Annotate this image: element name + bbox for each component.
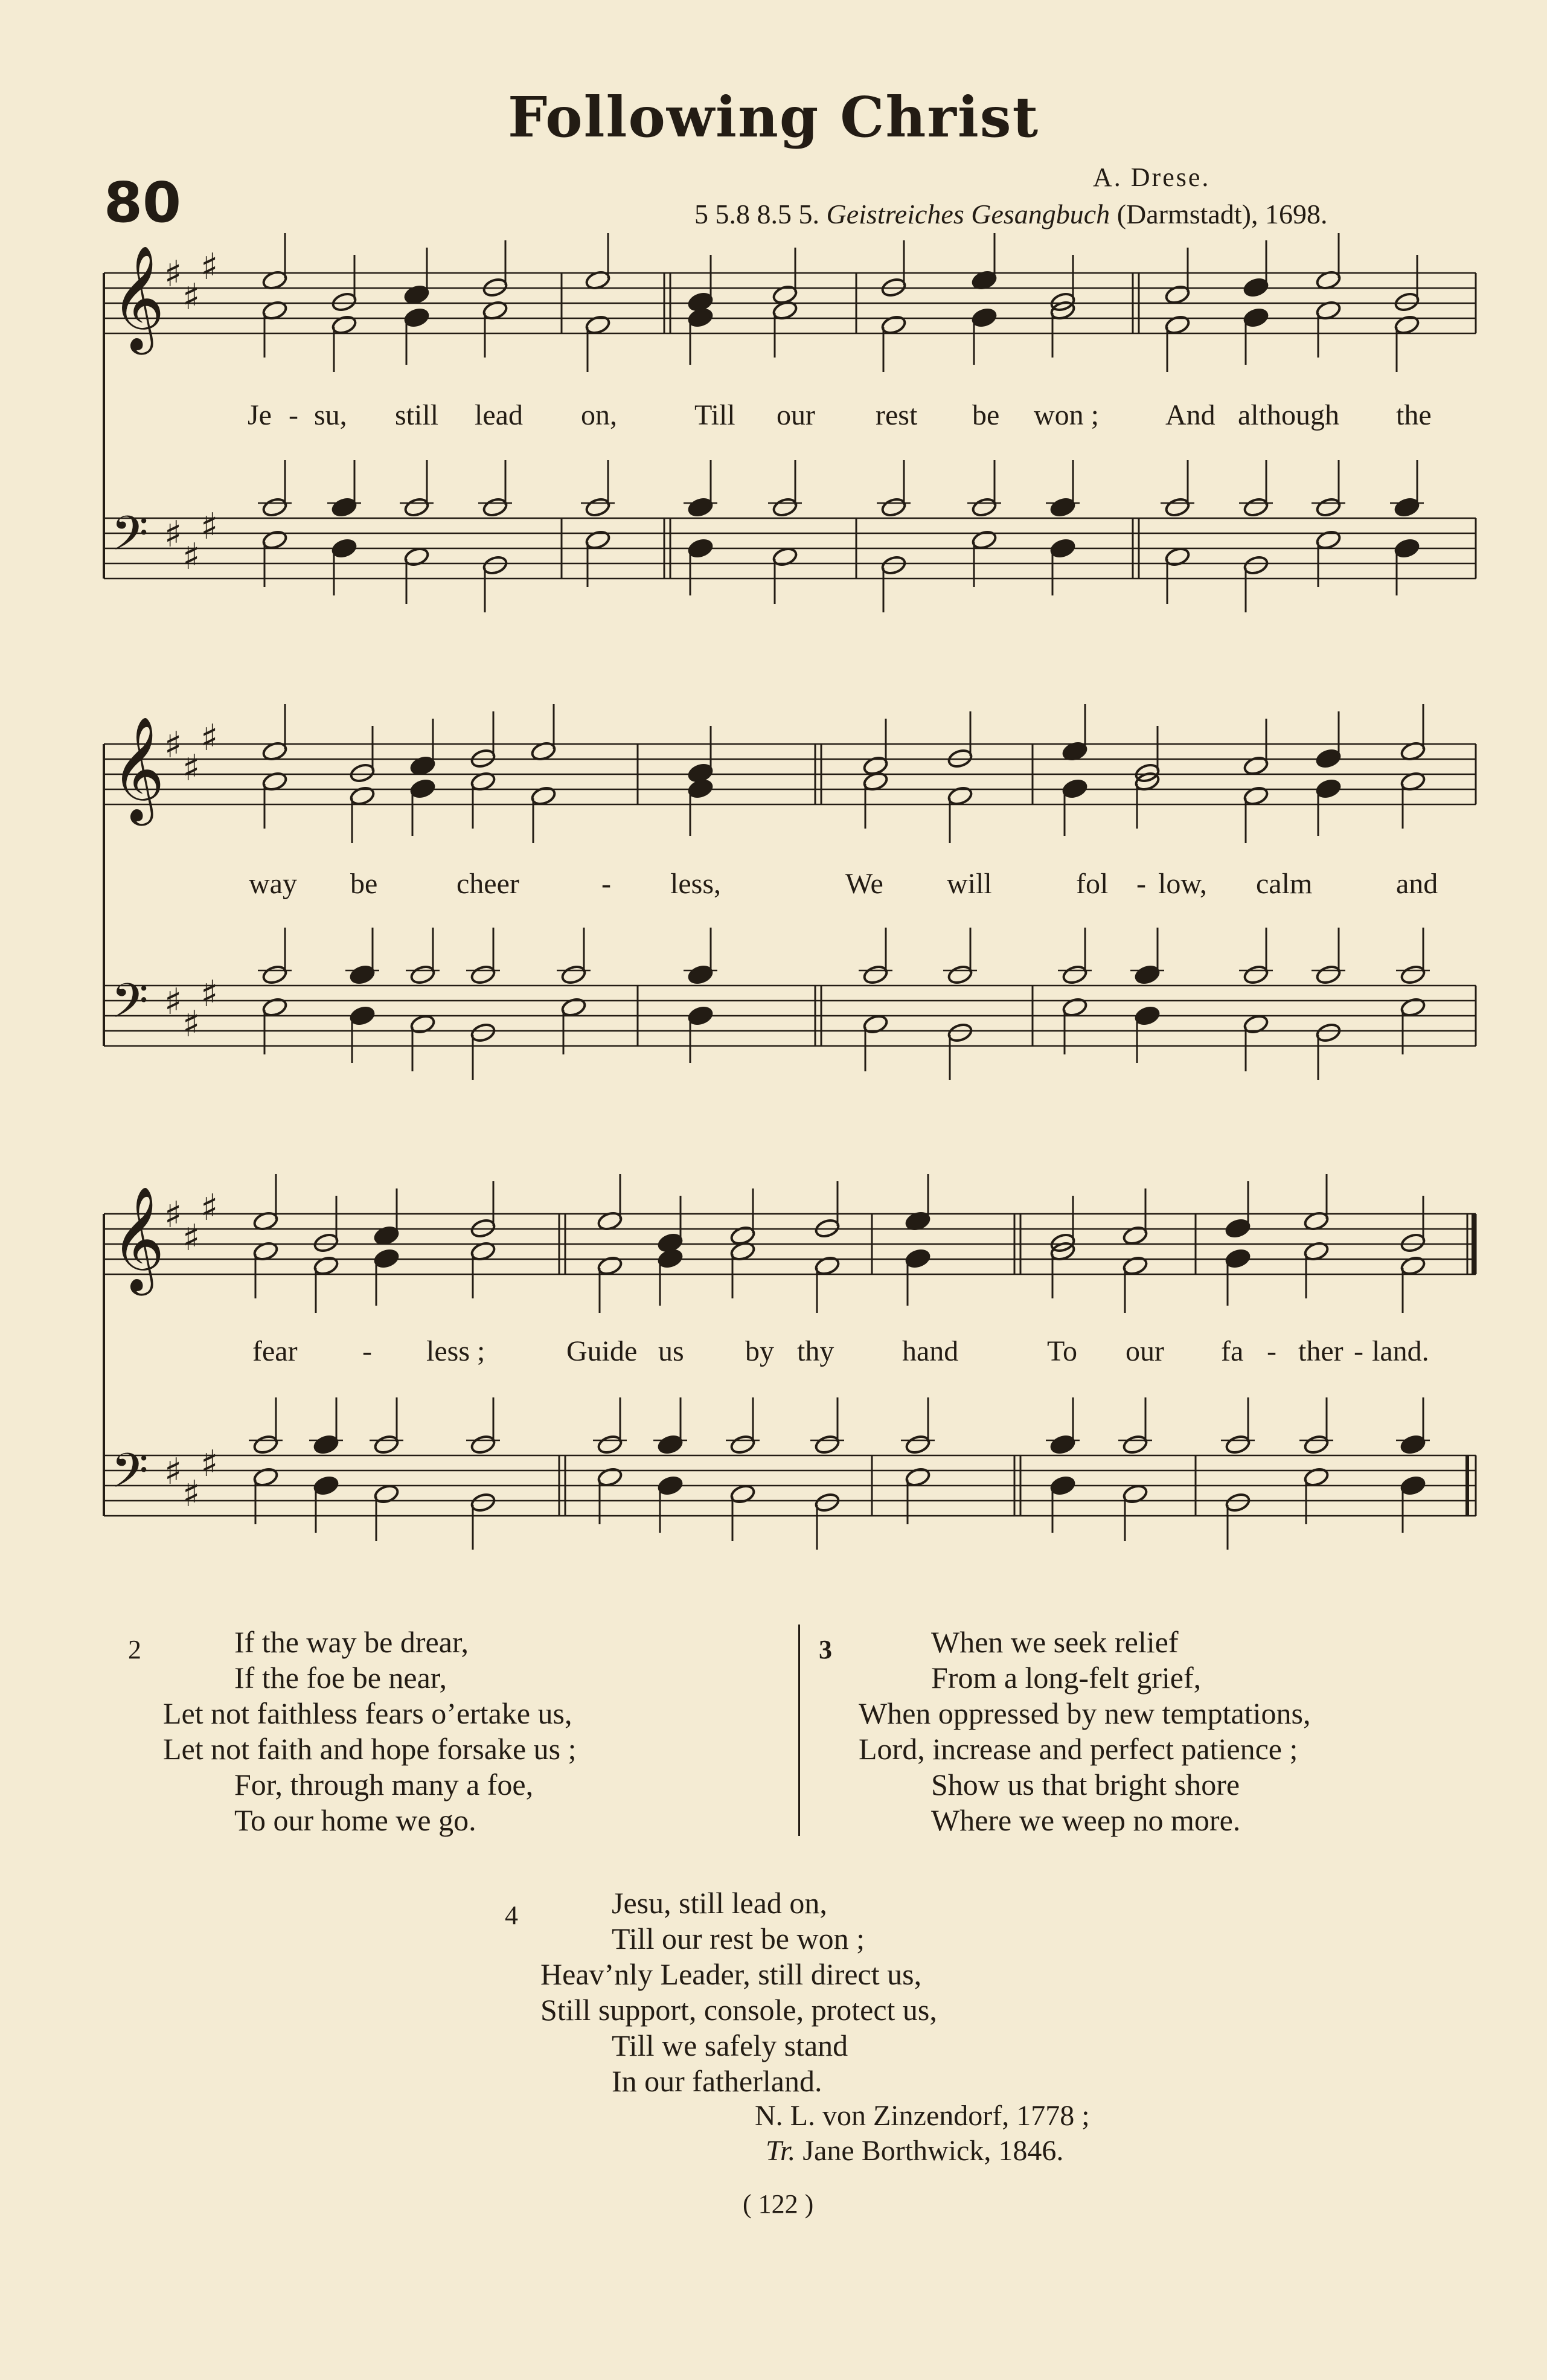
bass-note [373,1483,400,1505]
alto-note [530,785,557,807]
bass-note [1134,1005,1161,1027]
lyric-hyphen: - [601,868,611,900]
verse-3 [859,1625,1310,1838]
lyric-syllable: our [777,399,815,431]
tenor-note [560,964,587,986]
sharp-sign: ♯ [200,1443,219,1485]
sharp-sign: ♯ [164,1451,182,1493]
tenor-note [1049,496,1076,518]
verse-line: From a long-felt grief, [931,1661,1202,1695]
tenor-note [1303,1434,1330,1455]
bass-note [687,1005,714,1027]
lyric-syllable: fol [1076,868,1109,900]
lyric-syllable: on, [581,399,617,431]
verse-line: If the way be drear, [234,1625,469,1659]
meter: 5 5.8 8.5 5. [694,199,819,229]
verse-line: Till our rest be won ; [612,1922,865,1955]
lyric-syllable: our [1126,1335,1164,1367]
lyric-syllable: We [845,868,883,900]
bass-note [585,529,611,551]
lyric-syllable: su, [314,399,347,431]
sharp-sign: ♯ [182,1003,200,1045]
bass-note [1303,1466,1330,1488]
bass-note [947,1022,973,1044]
lyric-syllable: hand [902,1335,959,1367]
bass-note [1049,1475,1076,1496]
bass-note [482,554,508,576]
tenor-note [772,496,798,518]
bass-note [1315,529,1342,551]
alto-note [597,1255,623,1277]
sharp-sign: ♯ [200,1187,219,1229]
alto-note [409,778,436,800]
bass-note [772,546,798,568]
tenor-note [261,964,288,986]
verse-number: 2 [128,1635,141,1664]
tenor-note [729,1434,756,1455]
tenor-note [905,1434,931,1455]
sharp-sign: ♯ [164,253,182,295]
translator-prefix: Tr. [766,2135,796,2167]
soprano-note [403,284,430,306]
lyric-syllable: Guide [566,1335,638,1367]
soprano-note [313,1232,339,1254]
tenor-note [1315,964,1342,986]
sharp-sign: ♯ [164,1194,182,1236]
lyric-syllable: land. [1372,1335,1429,1367]
tenor-note [409,964,436,986]
verse-2 [163,1625,577,1838]
bass-clef: 𝄢 [111,973,149,1041]
bass-note [905,1466,931,1488]
verse-number: 4 [505,1900,518,1930]
lyric-syllable: won ; [1034,399,1099,431]
alto-note [349,785,376,807]
alto-note [1062,778,1088,800]
translator-name: Jane Borthwick, 1846. [802,2135,1064,2167]
alto-note [947,785,973,807]
sharp-sign: ♯ [164,513,182,556]
sharp-sign: ♯ [182,1473,200,1515]
bass-note [313,1475,339,1496]
tenor-note [657,1434,684,1455]
tenor-note [1164,496,1191,518]
alto-note [971,307,998,329]
verse-line: When oppressed by new temptations, [859,1696,1311,1730]
sharp-sign: ♯ [182,276,200,318]
tenor-note [373,1434,400,1455]
bass-note [1400,996,1426,1018]
lyric-syllable: calm [1256,868,1313,900]
lyric-syllable: be [972,399,1000,431]
treble-clef: 𝄞 [111,1186,165,1291]
page-number: ( 122 ) [743,2189,814,2219]
alto-note [687,307,714,329]
soprano-note [1164,284,1191,306]
alto-note [1225,1248,1251,1269]
bass-note [687,537,714,559]
alto-note [331,314,357,336]
bass-note [1394,537,1420,559]
tenor-note [1122,1434,1148,1455]
tenor-note [862,964,889,986]
lyric-syllable: less ; [426,1335,485,1367]
alto-note [1122,1255,1148,1277]
tenor-note [313,1434,339,1455]
sharp-sign: ♯ [182,747,200,789]
tenor-note [947,964,973,986]
source-title: Geistreiches Gesangbuch [826,199,1110,229]
lyric-syllable: although [1238,399,1339,431]
lyric-syllable: Je [248,399,272,431]
bass-note [862,1013,889,1035]
bass-note [1243,1013,1269,1035]
tenor-note [470,964,496,986]
tenor-note [1315,496,1342,518]
lyric-syllable: ther [1298,1335,1344,1367]
bass-note [560,996,587,1018]
hymn-title: Following Christ [507,85,1040,150]
column-divider [798,1625,800,1836]
verse-line: Show us that bright shore [931,1768,1240,1801]
lyric-syllable: And [1165,399,1216,431]
bass-note [814,1492,841,1513]
tenor-note [349,964,376,986]
verse-line: Heav’nly Leader, still direct us, [540,1957,922,1991]
alto-note [905,1248,931,1269]
source-details: (Darmstadt), 1698. [1116,199,1328,229]
alto-note [1400,1255,1426,1277]
bass-note [261,996,288,1018]
bass-note [409,1013,436,1035]
verse-line: To our home we go. [234,1803,476,1837]
alto-note [1243,785,1269,807]
lyric-syllable: be [350,868,378,900]
tenor-note [470,1434,496,1455]
bass-note [252,1466,279,1488]
bass-note [403,546,430,568]
alto-note [880,314,907,336]
bass-note [1049,537,1076,559]
sharp-sign: ♯ [200,717,219,759]
bass-note [1225,1492,1251,1513]
soprano-note [1315,748,1342,769]
bass-note [657,1475,684,1496]
verse-line: For, through many a foe, [234,1768,534,1801]
alto-note [313,1255,339,1277]
bass-note [880,554,907,576]
tenor-note [687,964,714,986]
lyric-syllable: still [395,399,439,431]
lyric-hyphen: - [1267,1335,1276,1367]
tenor-note [1394,496,1420,518]
lyric-hyphen: - [1136,868,1146,900]
alto-note [1315,778,1342,800]
sharp-sign: ♯ [200,505,219,548]
verse-line: Till we safely stand [612,2029,848,2062]
lyric-syllable: cheer [456,868,519,900]
soprano-note [331,291,357,313]
bass-note [470,1022,496,1044]
bass-clef: 𝄢 [111,505,149,573]
verse-line: In our fatherland. [612,2064,822,2098]
verse-number: 3 [819,1635,832,1664]
alto-note [1243,307,1269,329]
lyric-syllable: way [249,868,297,900]
author-credit: N. L. von Zinzendorf, 1778 ; [755,2100,1090,2132]
alto-note [585,314,611,336]
tenor-note [687,496,714,518]
bass-clef: 𝄢 [111,1443,149,1510]
verse-line: Jesu, still lead on, [612,1886,827,1920]
soprano-note [1122,1225,1148,1246]
tenor-note [814,1434,841,1455]
tenor-note [880,496,907,518]
lyric-syllable: Till [694,399,735,431]
soprano-note [409,755,436,777]
sharp-sign: ♯ [200,973,219,1015]
lyric-syllable: To [1047,1335,1077,1367]
tenor-note [1062,964,1088,986]
sharp-sign: ♯ [182,536,200,578]
verse-4 [540,1885,937,2099]
bass-note [729,1483,756,1505]
bass-note [1122,1483,1148,1505]
sharp-sign: ♯ [164,981,182,1023]
bass-note [261,529,288,551]
soprano-note [349,762,376,784]
lyric-syllable: us [658,1335,684,1367]
bass-note [1243,554,1269,576]
bass-note [1164,546,1191,568]
soprano-note [1400,1232,1426,1254]
bass-note [597,1466,623,1488]
tenor-note [331,496,357,518]
lyric-syllable: less, [670,868,721,900]
alto-note [657,1248,684,1269]
verse-line: Let not faithless fears o’ertake us, [163,1696,572,1730]
lyric-syllable: by [745,1335,774,1367]
tenor-note [971,496,998,518]
tenor-note [597,1434,623,1455]
tenor-note [1225,1434,1251,1455]
soprano-note [373,1225,400,1246]
bass-note [1400,1475,1426,1496]
lyric-syllable: fear [252,1335,298,1367]
tenor-note [252,1434,279,1455]
alto-note [1394,314,1420,336]
tenor-note [1134,964,1161,986]
verse-line: If the foe be near, [234,1661,447,1695]
tenor-note [1049,1434,1076,1455]
soprano-note [1243,755,1269,777]
soprano-note [1394,291,1420,313]
composer-credit: A. Drese. [1093,162,1211,192]
soprano-note [1243,277,1269,298]
hymn-number: 80 [104,170,182,235]
soprano-note [1225,1217,1251,1239]
tenor-note [482,496,508,518]
lyric-syllable: thy [797,1335,834,1367]
bass-note [971,529,998,551]
lyric-syllable: and [1396,868,1438,900]
translator-credit [766,2134,1063,2167]
lyric-syllable: low, [1158,868,1207,900]
lyric-syllable: lead [475,399,523,431]
tenor-note [1400,964,1426,986]
tenor-note [403,496,430,518]
lyric-syllable: the [1396,399,1432,431]
sharp-sign: ♯ [164,724,182,766]
bass-note [349,1005,376,1027]
verse-line: Still support, console, protect us, [540,1993,937,2027]
lyric-hyphen: - [362,1335,372,1367]
tenor-note [585,496,611,518]
alto-note [373,1248,400,1269]
lyric-hyphen: - [1354,1335,1363,1367]
verse-line: When we seek relief [931,1625,1179,1659]
lyric-syllable: rest [876,399,918,431]
sharp-sign: ♯ [182,1217,200,1259]
tenor-note [1243,964,1269,986]
verse-line: Where we weep no more. [931,1803,1241,1837]
lyric-syllable: fa [1221,1335,1244,1367]
lyric-syllable: will [947,868,992,900]
tenor-note [1243,496,1269,518]
tenor-note [1400,1434,1426,1455]
alto-note [814,1255,841,1277]
bass-note [470,1492,496,1513]
verse-line: Let not faith and hope forsake us ; [163,1732,577,1766]
lyric-hyphen: - [289,399,298,431]
verse-line: Lord, increase and perfect patience ; [859,1732,1298,1766]
alto-note [687,778,714,800]
treble-clef: 𝄞 [111,716,165,821]
bass-note [1062,996,1088,1018]
bass-note [331,537,357,559]
alto-note [1164,314,1191,336]
tenor-note [261,496,288,518]
sharp-sign: ♯ [200,246,219,288]
bass-note [1315,1022,1342,1044]
alto-note [403,307,430,329]
treble-clef: 𝄞 [111,245,165,350]
